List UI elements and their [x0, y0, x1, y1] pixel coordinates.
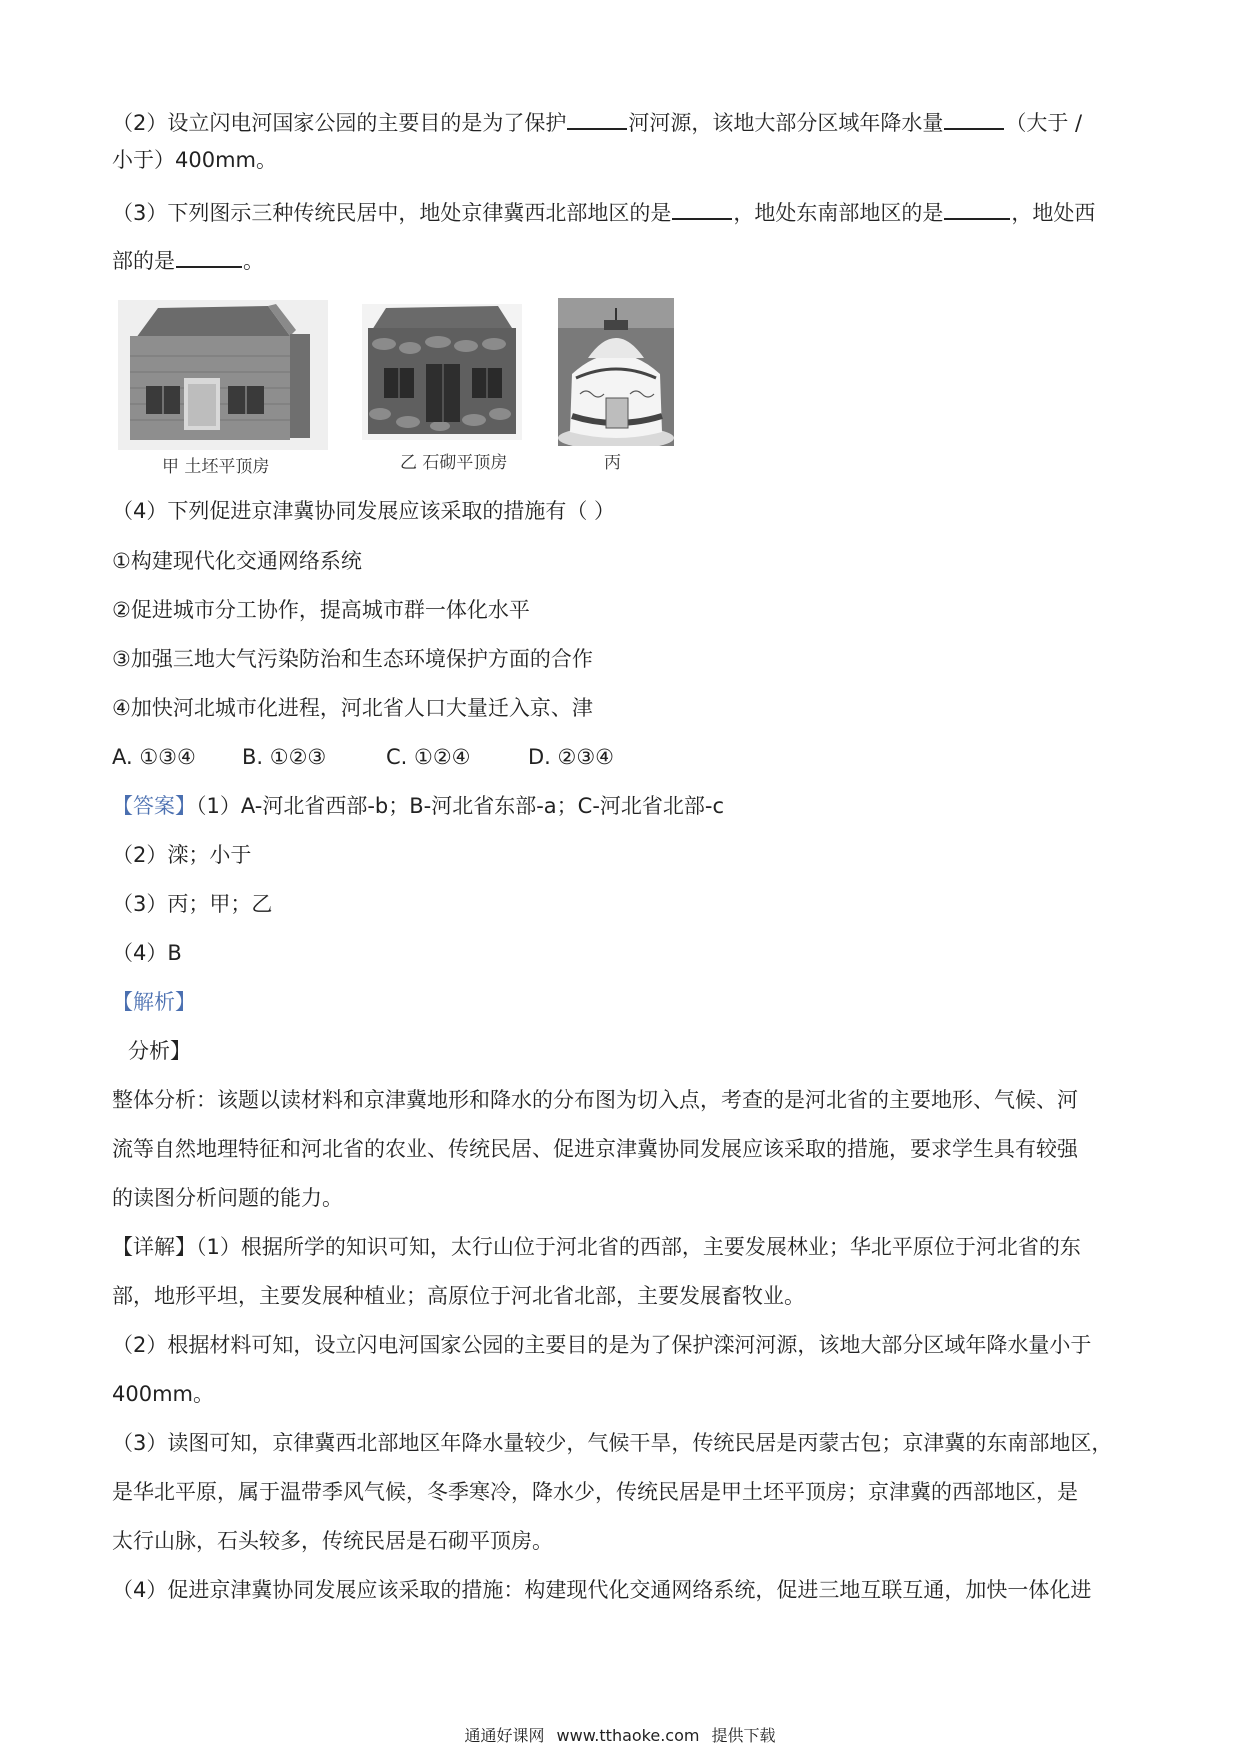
caption-yurt: 丙: [604, 453, 621, 473]
q4-item-2: ②促进城市分工协作，提高城市群一体化水平: [112, 598, 530, 622]
q3-text-c: ，地处西: [1011, 201, 1096, 225]
overall-analysis-1: 整体分析：该题以读材料和京津冀地形和降水的分布图为切入点，考查的是河北省的主要地形、气候、河: [112, 1088, 1078, 1112]
q4-item-3: ③加强三地大气污染防治和生态环境保护方面的合作: [112, 647, 593, 671]
analysis-tag: 【解析】: [112, 990, 196, 1014]
q4-item-1: ①构建现代化交通网络系统: [112, 549, 362, 573]
footer-note: 提供下载: [711, 1726, 776, 1745]
answer-blank[interactable]: [567, 106, 627, 130]
q3-text-d: 部的是: [112, 249, 175, 273]
answer-2: （2）滦；小于: [112, 843, 252, 867]
overall-analysis-3: 的读图分析问题的能力。: [112, 1186, 343, 1210]
answer-blank[interactable]: [176, 244, 242, 268]
page-footer: [0, 1726, 1240, 1746]
caption-stone-house: 乙 石砌平顶房: [400, 453, 508, 473]
house-photo-adobe: [118, 300, 328, 450]
option-b[interactable]: B. ①②③: [242, 745, 327, 769]
q3-line-2: [112, 244, 1132, 275]
footer-url[interactable]: www.tthaoke.com: [556, 1726, 700, 1745]
detail-8: （4）促进京津冀协同发展应该采取的措施：构建现代化交通网络系统，促进三地互联互通，加快一体化进: [112, 1578, 1092, 1602]
house-photo-yurt: [558, 298, 674, 446]
q3-text-a: （3）下列图示三种传统民居中，地处京律冀西北部地区的是: [112, 201, 672, 225]
answer-blank[interactable]: [672, 196, 732, 220]
footer-site-name: 通通好课网: [464, 1726, 545, 1745]
detail-2: 部，地形平坦，主要发展种植业；高原位于河北省北部，主要发展畜牧业。: [112, 1284, 805, 1308]
caption-adobe-house: 甲 土坯平顶房: [162, 457, 270, 477]
option-d[interactable]: D. ②③④: [528, 745, 614, 769]
q4-item-4: ④加快河北城市化进程，河北省人口大量迁入京、津: [112, 696, 593, 720]
detail-7: 太行山脉，石头较多，传统民居是石砌平顶房。: [112, 1529, 553, 1553]
answer-3: （3）丙；甲；乙: [112, 892, 273, 916]
q4-options: [112, 743, 1132, 771]
analysis-subheading: 分析】: [128, 1039, 191, 1063]
option-c[interactable]: C. ①②④: [386, 745, 471, 769]
detail-4: 400mm。: [112, 1382, 214, 1406]
answer-blank[interactable]: [944, 106, 1004, 130]
q2-text-c: （大于 /: [1005, 111, 1083, 135]
answer-line-1: [112, 792, 1132, 820]
answer-4: （4）B: [112, 941, 182, 965]
detail-5: （3）读图可知，京律冀西北部地区年降水量较少，气候干旱，传统民居是丙蒙古包；京津冀的东南部地区，: [112, 1431, 1113, 1455]
q2-line-2: 小于）400mm。: [112, 148, 277, 172]
q4-stem: （4）下列促进京津冀协同发展应该采取的措施有（ ）: [112, 499, 616, 523]
overall-analysis-2: 流等自然地理特征和河北省的农业、传统民居、促进京津冀协同发展应该采取的措施，要求学生具有较强: [112, 1137, 1078, 1161]
q2-text-a: （2）设立闪电河国家公园的主要目的是为了保护: [112, 111, 567, 135]
q3-text-e: 。: [243, 249, 264, 273]
answer-tag: 【答案】: [112, 794, 196, 818]
q3-text-b: ，地处东南部地区的是: [733, 201, 944, 225]
q3-line-1: [112, 196, 1132, 227]
q2-text-b: 河河源，该地大部分区域年降水量: [628, 111, 944, 135]
answer-1: （1）A-河北省西部-b；B-河北省东部-a；C-河北省北部-c: [196, 794, 725, 818]
q2-line-1: [112, 106, 1132, 137]
option-a[interactable]: A. ①③④: [112, 745, 196, 769]
house-photo-stone: [362, 304, 522, 440]
detail-1: 【详解】（1）根据所学的知识可知，太行山位于河北省的西部，主要发展林业；华北平原位于河北省的东: [112, 1235, 1081, 1259]
detail-3: （2）根据材料可知，设立闪电河国家公园的主要目的是为了保护滦河河源，该地大部分区域年降水量小于: [112, 1333, 1092, 1357]
detail-6: 是华北平原，属于温带季风气候，冬季寒冷，降水少，传统民居是甲土坯平顶房；京津冀的西部地区，是: [112, 1480, 1078, 1504]
answer-blank[interactable]: [944, 196, 1010, 220]
